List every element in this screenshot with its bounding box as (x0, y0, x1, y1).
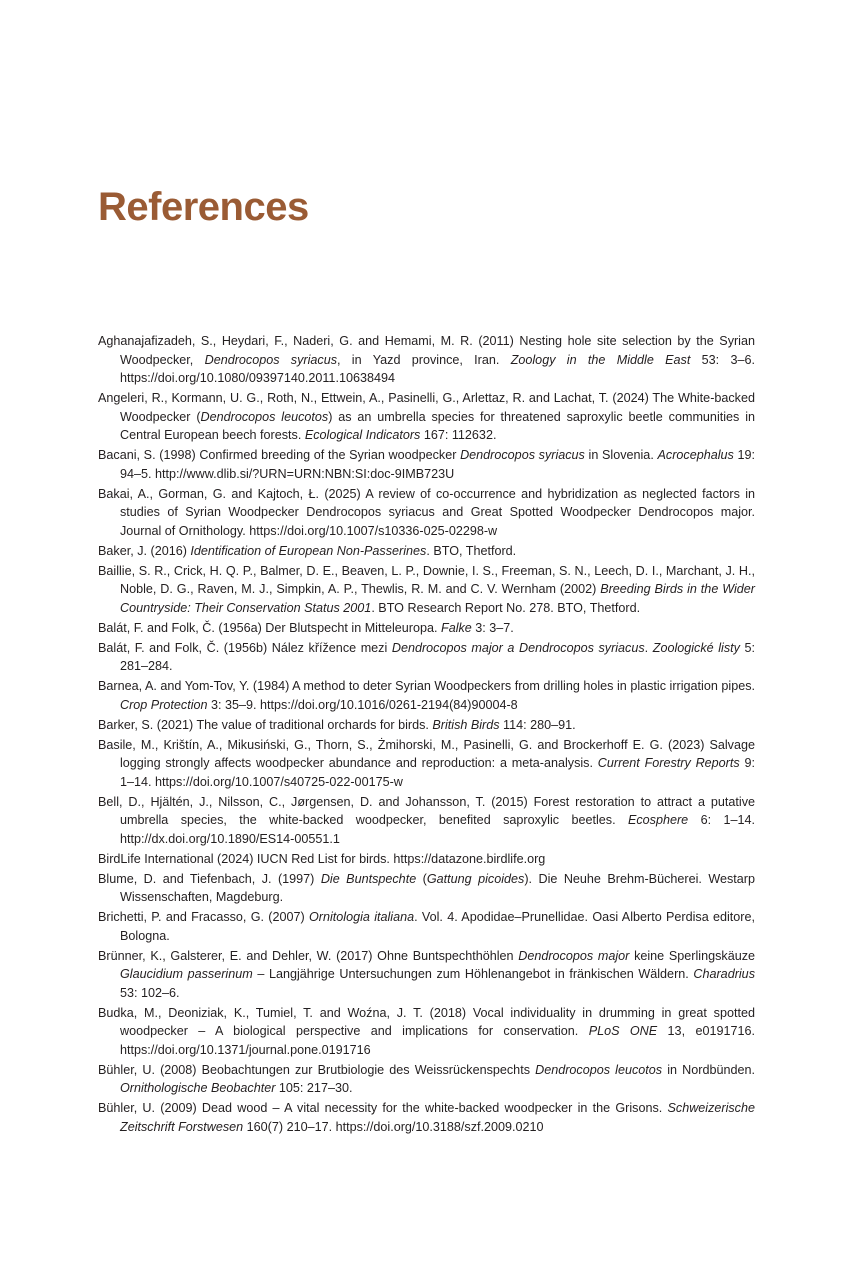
reference-entry: Barker, S. (2021) The value of traditional orchards for birds. British Birds 114: 280–91. (98, 717, 576, 732)
reference-entry: Angeleri, R., Kormann, U. G., Roth, N., Ettwein, A., Pasinelli, G., Arlettaz, R. and Lachat, T. (2024) The White-backed Woodpecker (Dendrocopos leucotos) as an umbrella species for threatened saproxylic beetle communities in Central European beech forests. Ecological Indicators 167: 112632. (98, 391, 755, 442)
reference-entry: Bühler, U. (2009) Dead wood – A vital necessity for the white-backed woodpecker in the Grisons. Schweizerische Zeitschrift Forstwesen 160(7) 210–17. https://doi.org/10.3188/szf.2009.0210 (98, 1101, 755, 1134)
reference-entry: Balát, F. and Folk, Č. (1956a) Der Blutspecht in Mitteleuropa. Falke 3: 3–7. (98, 620, 514, 635)
reference-entry: Bühler, U. (2008) Beobachtungen zur Brutbiologie des Weissrückenspechts Dendrocopos leucotos in Nordbünden. Ornithologische Beobachter 105: 217–30. (98, 1062, 755, 1095)
reference-entry: Baillie, S. R., Crick, H. Q. P., Balmer, D. E., Beaven, L. P., Downie, I. S., Freeman, S. N., Leech, D. I., Marchant, J. H., Noble, D. G., Raven, M. J., Simpkin, A. P., Thewlis, R. M. and C. V. Wernham (2002) Breeding Birds in the Wider Countryside: Their Conservation Status 2001. BTO Research Report No. 278. BTO, Thetford. (98, 563, 755, 615)
reference-entry: Balát, F. and Folk, Č. (1956b) Nález křížence mezi Dendrocopos major a Dendrocopos syriacus. Zoologické listy 5: 281–284. (98, 640, 755, 673)
reference-entry: Aghanajafizadeh, S., Heydari, F., Naderi, G. and Hemami, M. R. (2011) Nesting hole site selection by the Syrian Woodpecker, Dendrocopos syriacus, in Yazd province, Iran. Zoology in the Middle East 53: 3–6. https://doi.org/10.1080/09397140.2011.10638494 (98, 334, 755, 385)
reference-entry: Barnea, A. and Yom-Tov, Y. (1984) A method to deter Syrian Woodpeckers from drilling holes in plastic irrigation pipes. Crop Protection 3: 35–9. https://doi.org/10.1016/0261-2194(84)90004-8 (98, 679, 755, 712)
reference-entry: BirdLife International (2024) IUCN Red List for birds. https://datazone.birdlife.org (98, 851, 546, 866)
reference-entry: Brichetti, P. and Fracasso, G. (2007) Ornitologia italiana. Vol. 4. Apodidae–Prunellidae. Oasi Alberto Perdisa editore, Bologna. (98, 910, 755, 943)
page-title: References (98, 185, 309, 229)
reference-entry: Budka, M., Deoniziak, K., Tumiel, T. and Woźna, J. T. (2018) Vocal individuality in drumming in great spotted woodpecker – A biological perspective and implications for conservation. PLoS ONE 13, e0191716. https://doi.org/10.1371/journal.pone.0191716 (98, 1005, 755, 1057)
reference-entry: Blume, D. and Tiefenbach, J. (1997) Die Buntspechte (Gattung picoides). Die Neuhe Brehm-Bücherei. Westarp Wissenschaften, Magdeburg. (98, 871, 755, 904)
reference-entry: Bacani, S. (1998) Confirmed breeding of the Syrian woodpecker Dendrocopos syriacus in Slovenia. Acrocephalus 19: 94–5. http://www.dlib.si/?URN=URN:NBN:SI:doc-9IMB723U (98, 448, 755, 481)
reference-list (98, 332, 755, 1136)
reference-entry: Bell, D., Hjältén, J., Nilsson, C., Jørgensen, D. and Johansson, T. (2015) Forest restoration to attract a putative umbrella species, the white-backed woodpecker, benefited saproxylic beetles. Ecosphere 6: 1–14. http://dx.doi.org/10.1890/ES14-00551.1 (98, 794, 755, 846)
reference-entry: Baker, J. (2016) Identification of European Non-Passerines. BTO, Thetford. (98, 543, 517, 558)
reference-entry: Bakai, A., Gorman, G. and Kajtoch, Ł. (2025) A review of co-occurrence and hybridization as neglected factors in studies of Syrian Woodpecker Dendrocopos syriacus and Great Spotted Woodpecker Dendrocopos major. Journal of Ornithology. https://doi.org/10.1007/s10336-025-02298-w (98, 486, 755, 538)
reference-entry: Basile, M., Krištín, A., Mikusiński, G., Thorn, S., Żmihorski, M., Pasinelli, G. and Brockerhoff E. G. (2023) Salvage logging strongly affects woodpecker abundance and reproduction: a meta-analysis. Current Forestry Reports 9: 1–14. https://doi.org/10.1007/s40725-022-00175-w (98, 737, 755, 789)
reference-entry: Brünner, K., Galsterer, E. and Dehler, W. (2017) Ohne Buntspechthöhlen Dendrocopos major keine Sperlingskäuze Glaucidium passerinum – Langjährige Untersuchungen zum Höhlenangebot in fränkischen Wäldern. Charadrius 53: 102–6. (98, 948, 756, 1000)
